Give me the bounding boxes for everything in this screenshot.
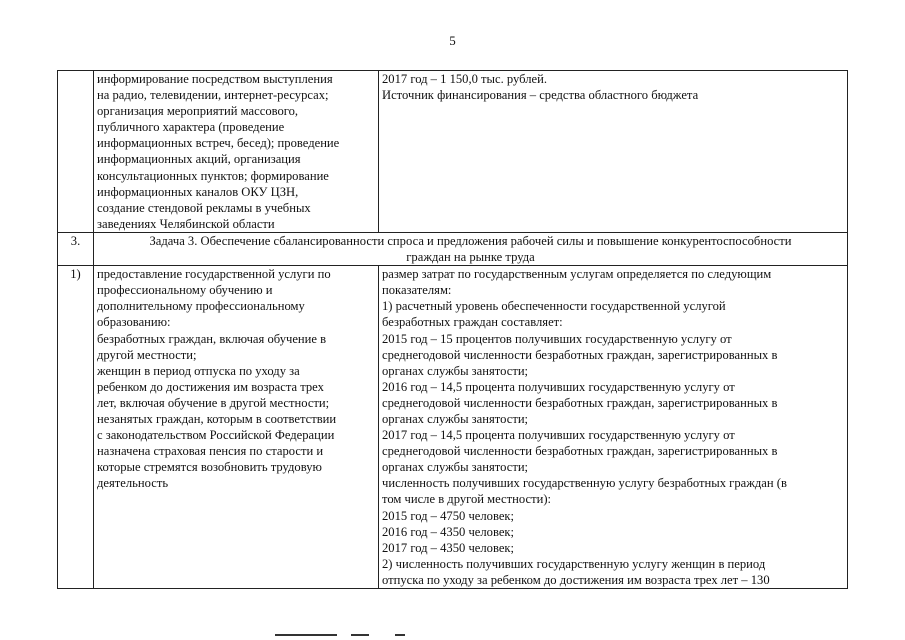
text-line: ребенком до достижения им возраста трех bbox=[97, 379, 324, 394]
text-line: незанятых граждан, которым в соответствии bbox=[97, 411, 337, 426]
text-line: создание стендовой рекламы в учебных bbox=[97, 200, 311, 215]
scan-mark bbox=[275, 634, 337, 636]
text-line: информационных каналов ОКУ ЦЗН, bbox=[97, 184, 299, 199]
text-line: женщин в период отпуска по уходу за bbox=[97, 363, 300, 378]
text-line: численность получивших государственную услугу безработных граждан (в bbox=[382, 476, 787, 491]
text-line: безработных граждан составляет: bbox=[382, 315, 563, 330]
program-table bbox=[57, 70, 848, 589]
text-line: заведениях Челябинской области bbox=[97, 216, 275, 231]
text-line: назначена страховая пенсия по старости и bbox=[97, 444, 324, 459]
text-line: 2016 год – 4350 человек; bbox=[382, 524, 515, 539]
text-line: информационных акций, организация bbox=[97, 152, 301, 167]
text-line: Источник финансирования – средства областного бюджета bbox=[382, 88, 699, 103]
text-line: 2017 год – 1 150,0 тыс. рублей. bbox=[382, 72, 548, 86]
text-line: органах службы занятости; bbox=[382, 411, 529, 426]
table-row bbox=[58, 71, 848, 233]
text-line: том числе в другой местности): bbox=[382, 492, 552, 507]
text-line: 1) расчетный уровень обеспеченности государственной услугой bbox=[382, 299, 726, 314]
text-line: среднегодовой численности безработных граждан, зарегистрированных в bbox=[382, 444, 778, 459]
text-line: информационных встреч, бесед); проведение bbox=[97, 136, 340, 151]
scan-mark bbox=[351, 634, 369, 636]
financing-cell bbox=[379, 71, 848, 233]
text-line: среднегодовой численности безработных граждан, зарегистрированных в bbox=[382, 347, 778, 362]
text-line: другой местности; bbox=[97, 347, 197, 362]
text-line: 2015 год – 15 процентов получивших государственную услугу от bbox=[382, 331, 732, 346]
task-heading-cell bbox=[94, 232, 848, 265]
text-line: профессиональному обучению и bbox=[97, 283, 273, 298]
text-line: консультационных пунктов; формирование bbox=[97, 168, 329, 183]
text-line: информирование посредством выступления bbox=[97, 72, 333, 86]
text-line: которые стремятся возобновить трудовую bbox=[97, 460, 322, 475]
text-line: отпуска по уходу за ребенком до достижения им возраста трех лет – 130 bbox=[382, 572, 770, 587]
scan-artifact-marks bbox=[275, 634, 475, 637]
text-line: образованию: bbox=[97, 315, 171, 330]
text-line: граждан на рынке труда bbox=[406, 250, 535, 265]
text-line: размер затрат по государственным услугам определяется по следующим bbox=[382, 267, 772, 282]
text-line: 2017 год – 4350 человек; bbox=[382, 540, 515, 555]
text-line: показателям: bbox=[382, 283, 452, 298]
text-line: дополнительному профессиональному bbox=[97, 299, 305, 314]
row-number-cell: 3. bbox=[58, 232, 94, 265]
text-line: деятельность bbox=[97, 476, 169, 491]
text-line: безработных граждан, включая обучение в bbox=[97, 331, 327, 346]
page-number: 5 bbox=[449, 33, 456, 48]
text-line: 2) численность получивших государственную услугу женщин в период bbox=[382, 556, 766, 571]
text-line: органах службы занятости; bbox=[382, 363, 529, 378]
activity-cell bbox=[94, 71, 379, 233]
text-line: на радио, телевидении, интернет-ресурсах; bbox=[97, 88, 329, 103]
text-line: 2017 год – 14,5 процента получивших государственную услугу от bbox=[382, 428, 735, 443]
text-line: лет, включая обучение в другой местности; bbox=[97, 395, 330, 410]
row-number-cell: 1) bbox=[58, 266, 94, 589]
text-line: с законодательством Российской Федерации bbox=[97, 428, 335, 443]
row-number-cell bbox=[58, 71, 94, 233]
text-line: 2015 год – 4750 человек; bbox=[382, 508, 515, 523]
financing-cell bbox=[379, 266, 848, 589]
text-line: Задача 3. Обеспечение сбалансированности спроса и предложения рабочей силы и повышение конкурентоспособности bbox=[149, 233, 792, 248]
text-line: организация мероприятий массового, bbox=[97, 104, 299, 119]
scan-mark bbox=[395, 634, 405, 636]
text-line: органах службы занятости; bbox=[382, 460, 529, 475]
text-line: публичного характера (проведение bbox=[97, 120, 285, 135]
text-line: 2016 год – 14,5 процента получивших государственную услугу от bbox=[382, 379, 735, 394]
text-line: предоставление государственной услуги по bbox=[97, 267, 331, 282]
text-line: среднегодовой численности безработных граждан, зарегистрированных в bbox=[382, 395, 778, 410]
table-row bbox=[58, 266, 848, 589]
task-row bbox=[58, 232, 848, 265]
activity-cell bbox=[94, 266, 379, 589]
